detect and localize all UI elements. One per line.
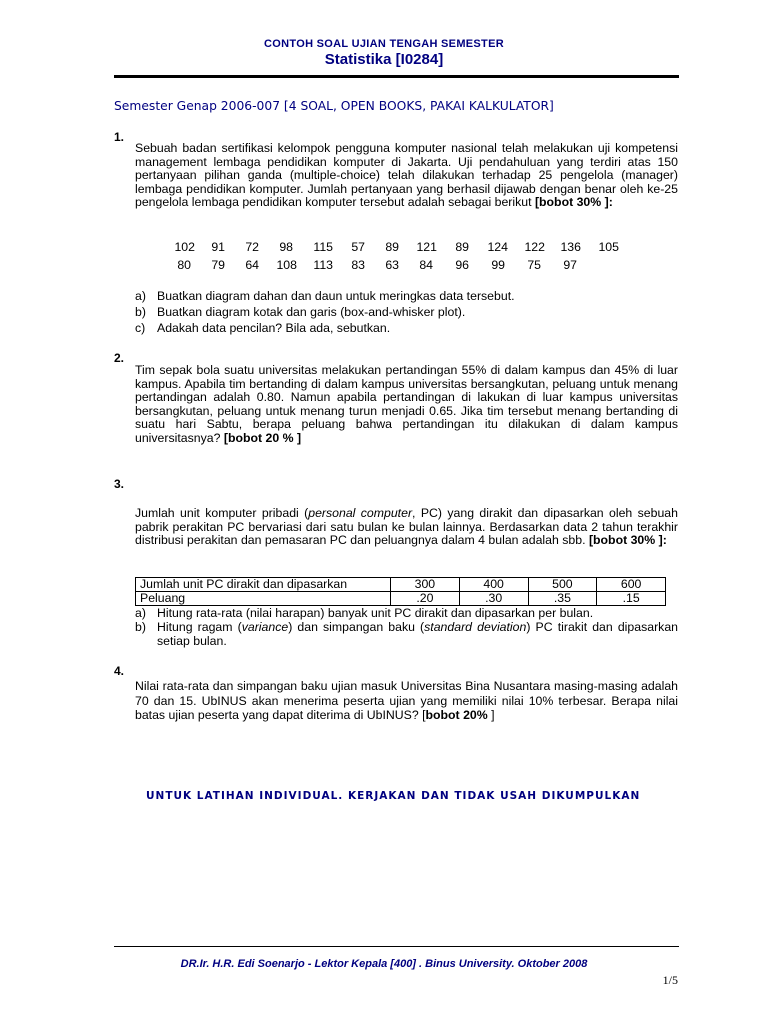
list-item xyxy=(135,620,678,648)
q1-value: 79 xyxy=(211,258,225,272)
table-cell: Jumlah unit PC dirakit dan dipasarkan xyxy=(136,578,391,592)
table-row xyxy=(136,592,666,606)
q1-value: 72 xyxy=(245,240,259,254)
q1-value: 102 xyxy=(174,240,195,254)
item-label: b) xyxy=(135,304,146,319)
q4-body: Nilai rata-rata dan simpangan baku ujian masuk Universitas Bina Nusantara masing-masing adalah 70 dan 15. UbINUS akan menerima peserta ujian yang memiliki nilai 10% terbesar. Berapa nilai batas ujian peserta yang dapat diterima di UbINUS? [ xyxy=(135,679,678,723)
table-cell: Peluang xyxy=(136,592,391,606)
semester-line: Semester Genap 2006-007 [4 SOAL, OPEN BOOKS, PAKAI KALKULATOR] xyxy=(114,99,554,113)
item-text: Buatkan diagram kotak dan garis (box-and-whisker plot). xyxy=(157,304,466,319)
q1-value: 64 xyxy=(245,258,259,272)
table-cell: .20 xyxy=(391,592,460,606)
item-text: Adakah data pencilan? Bila ada, sebutkan. xyxy=(157,320,391,335)
q1-value: 122 xyxy=(524,240,545,254)
text-span: standard deviation xyxy=(424,620,527,634)
q1-number: 1. xyxy=(114,130,125,144)
q1-value: 84 xyxy=(419,258,433,272)
q3-weight: [bobot 30% ]: xyxy=(588,533,667,548)
table-cell: .30 xyxy=(459,592,528,606)
q1-value: 89 xyxy=(455,240,469,254)
header-divider xyxy=(114,75,679,78)
table-cell: 300 xyxy=(391,578,460,592)
table-cell: 600 xyxy=(597,578,666,592)
q4-text xyxy=(135,679,678,723)
q4-number: 4. xyxy=(114,664,125,678)
item-label: a) xyxy=(135,606,146,620)
q4-weight: bobot 20% xyxy=(425,708,488,723)
q1-value: 124 xyxy=(487,240,508,254)
page-number: 1/5 xyxy=(662,973,678,987)
q3-body-1: Jumlah unit komputer pribadi ( xyxy=(135,506,309,520)
q1-items xyxy=(135,289,678,336)
course-title: Statistika [I0284] xyxy=(324,51,444,68)
q1-value: 91 xyxy=(211,240,225,254)
table-cell: 400 xyxy=(459,578,528,592)
q1-value: 108 xyxy=(276,258,297,272)
q1-body: Sebuah badan sertifikasi kelompok pengguna komputer nasional telah melakukan uji kompetensi management lembaga pendidikan komputer di Jakarta. Uji pendahuluan yang terdiri atas 150 pertanyaan pilihan ganda (multiple-choice) telah dilakukan terhadap 25 pengelola (manager) lembaga pendidikan komputer. Jumlah pertanyaan yang berhasil dijawab dengan benar oleh ke-25 pengelola lembaga pendidikan komputer tersebut adalah sebagai berikut xyxy=(135,141,678,210)
q1-value: 97 xyxy=(563,258,577,272)
text-span: variance xyxy=(241,620,289,634)
q3-number: 3. xyxy=(114,477,125,491)
q1-value: 121 xyxy=(416,240,437,254)
item-text xyxy=(157,620,678,648)
q3-body-italic: personal computer xyxy=(308,506,413,520)
q1-text xyxy=(135,142,678,210)
item-label: b) xyxy=(135,620,146,634)
q1-value: 98 xyxy=(279,240,293,254)
item-text: Buatkan diagram dahan dan daun untuk meringkas data tersebut. xyxy=(157,289,515,303)
table-cell: 500 xyxy=(528,578,597,592)
q2-weight: [bobot 20 % ] xyxy=(223,430,302,445)
exam-title: CONTOH SOAL UJIAN TENGAH SEMESTER xyxy=(264,38,504,50)
q2-number: 2. xyxy=(114,351,125,365)
q1-value: 115 xyxy=(313,240,333,254)
table-cell: .35 xyxy=(528,592,597,606)
q4-weight-end: ] xyxy=(487,708,495,723)
author-line: DR.Ir. H.R. Edi Soenarjo - Lektor Kepala [400] . Binus University. Oktober 2008 xyxy=(180,958,588,970)
q3-text xyxy=(135,507,678,548)
practice-note: UNTUK LATIHAN INDIVIDUAL. KERJAKAN DAN TIDAK USAH DIKUMPULKAN xyxy=(146,790,641,802)
item-label: a) xyxy=(135,289,146,303)
table-row xyxy=(136,578,666,592)
table-cell: .15 xyxy=(597,592,666,606)
q2-body: Tim sepak bola suatu universitas melakukan pertandingan 55% di dalam kampus dan 45% di luar kampus. Apabila tim bertanding di dalam kampus universitas bersangkutan, peluang untuk menang pertandingan adalah 0.80. Namun apabila pertandingan di lakukan di luar kampus universitas bersangkutan, peluang untuk menang turun menjadi 0.65. Jika tim tersebut menang bertanding di suatu hari Sabtu, berapa peluang bahwa pertandingan itu dilakukan di dalam kampus universitasnya? xyxy=(135,363,678,445)
q3-body-2: , PC) yang dirakit dan dipasarkan oleh sebuah pabrik perakitan PC bervariasi dari satu bulan ke bulan lainnya. Berdasarkan data 2 tahun terakhir distribusi perakitan dan pemasaran PC dan peluangnya dalam 4 bulan adalah sbb. xyxy=(135,506,678,548)
list-item xyxy=(135,305,678,321)
footer-divider xyxy=(114,946,679,947)
q1-value: 57 xyxy=(351,240,365,254)
item-label: c) xyxy=(135,320,146,335)
q1-value: 96 xyxy=(455,258,469,272)
q1-value: 136 xyxy=(560,240,581,254)
text-span: Hitung ragam ( xyxy=(157,620,242,634)
q2-text xyxy=(135,364,678,446)
q1-weight: [bobot 30% ]: xyxy=(534,195,613,210)
distribution-table xyxy=(135,577,666,606)
q1-value: 83 xyxy=(351,258,365,272)
text-span: ) dan simpangan baku ( xyxy=(288,620,425,634)
list-item xyxy=(135,289,678,305)
list-item xyxy=(135,606,678,620)
q3-items xyxy=(135,606,678,648)
item-text: Hitung rata-rata (nilai harapan) banyak unit PC dirakit dan dipasarkan per bulan. xyxy=(157,606,594,620)
q1-value: 75 xyxy=(527,258,541,272)
q1-value: 89 xyxy=(385,240,399,254)
q1-value: 113 xyxy=(313,258,333,272)
q1-value: 63 xyxy=(385,258,399,272)
q1-value: 99 xyxy=(491,258,505,272)
list-item xyxy=(135,321,678,337)
q1-value: 105 xyxy=(598,240,619,254)
text-span: ) PC tirakit dan dipasarkan setiap bulan. xyxy=(157,620,678,648)
q1-value: 80 xyxy=(177,258,191,272)
